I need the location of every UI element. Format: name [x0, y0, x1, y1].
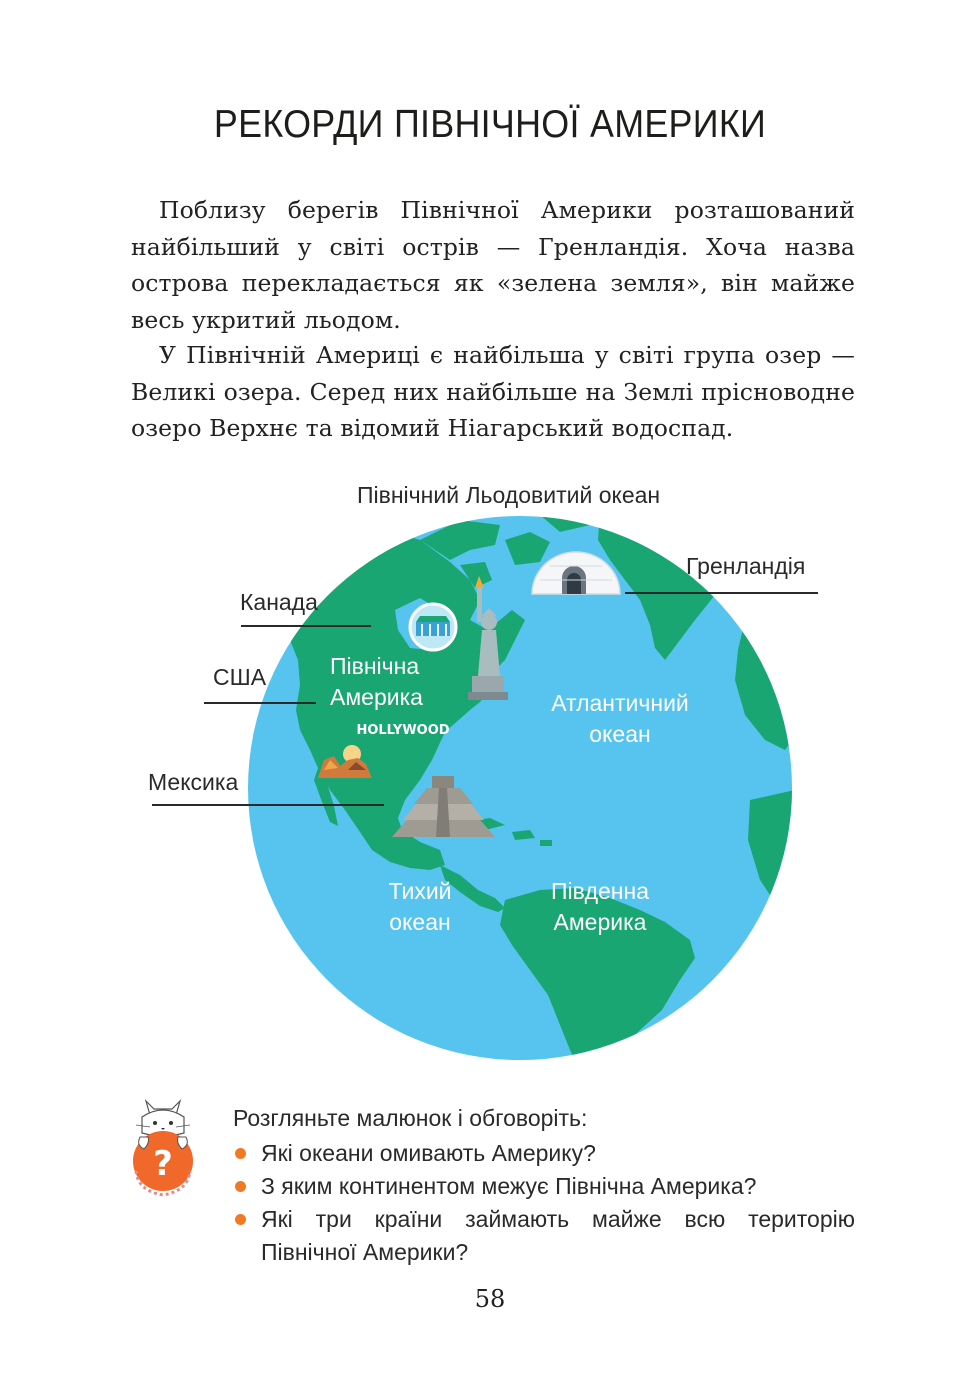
north-america-region-label: Північна Америка — [330, 653, 423, 710]
niagara-falls-icon — [410, 604, 456, 650]
list-item: З яким континентом межує Північна Америка? — [233, 1170, 855, 1203]
greenland-label: Гренландія — [686, 553, 806, 579]
bullet-icon — [235, 1214, 246, 1225]
hollywood-sign: HOLLYWOOD — [356, 723, 450, 738]
question-cat-icon — [128, 1093, 198, 1198]
question-list — [233, 1137, 855, 1269]
arctic-ocean-label: Північний Льодовитий океан — [357, 482, 661, 508]
usa-label: США — [213, 664, 267, 690]
pacific-ocean-label: Тихий океан — [388, 878, 452, 935]
paragraph-great-lakes: У Північній Америці є найбільша у світі група озер — Великі озера. Серед них найбільше на Землі прісноводне озеро Верхнє та відомий Ніагарський водоспад. — [131, 341, 855, 442]
atlantic-ocean-label: Атлантичний океан — [551, 690, 689, 747]
discussion-title: Розгляньте малюнок і обговоріть: — [233, 1105, 588, 1131]
list-item: Які три країни займають майже всю територію Північної Америки? — [233, 1203, 855, 1269]
svg-text:?: ? — [153, 1144, 173, 1184]
mexico-label: Мексика — [148, 769, 239, 795]
page-title: РЕКОРДИ ПІВНІЧНОЇ АМЕРИКИ — [213, 103, 767, 146]
canada-label: Канада — [240, 589, 318, 615]
globe-map — [0, 470, 980, 1070]
paragraph-greenland: Поблизу берегів Північної Америки розташований найбільший у світі острів — Гренландія. Хоча назва острова перекладається як «зелена земля», він майже весь укритий льодом. — [131, 196, 855, 334]
list-item: Які океани омивають Америку? — [233, 1137, 855, 1170]
south-america-region-label: Південна Америка — [550, 878, 649, 935]
bullet-icon — [235, 1181, 246, 1192]
page-number: 58 — [474, 1285, 506, 1313]
bullet-icon — [235, 1148, 246, 1159]
